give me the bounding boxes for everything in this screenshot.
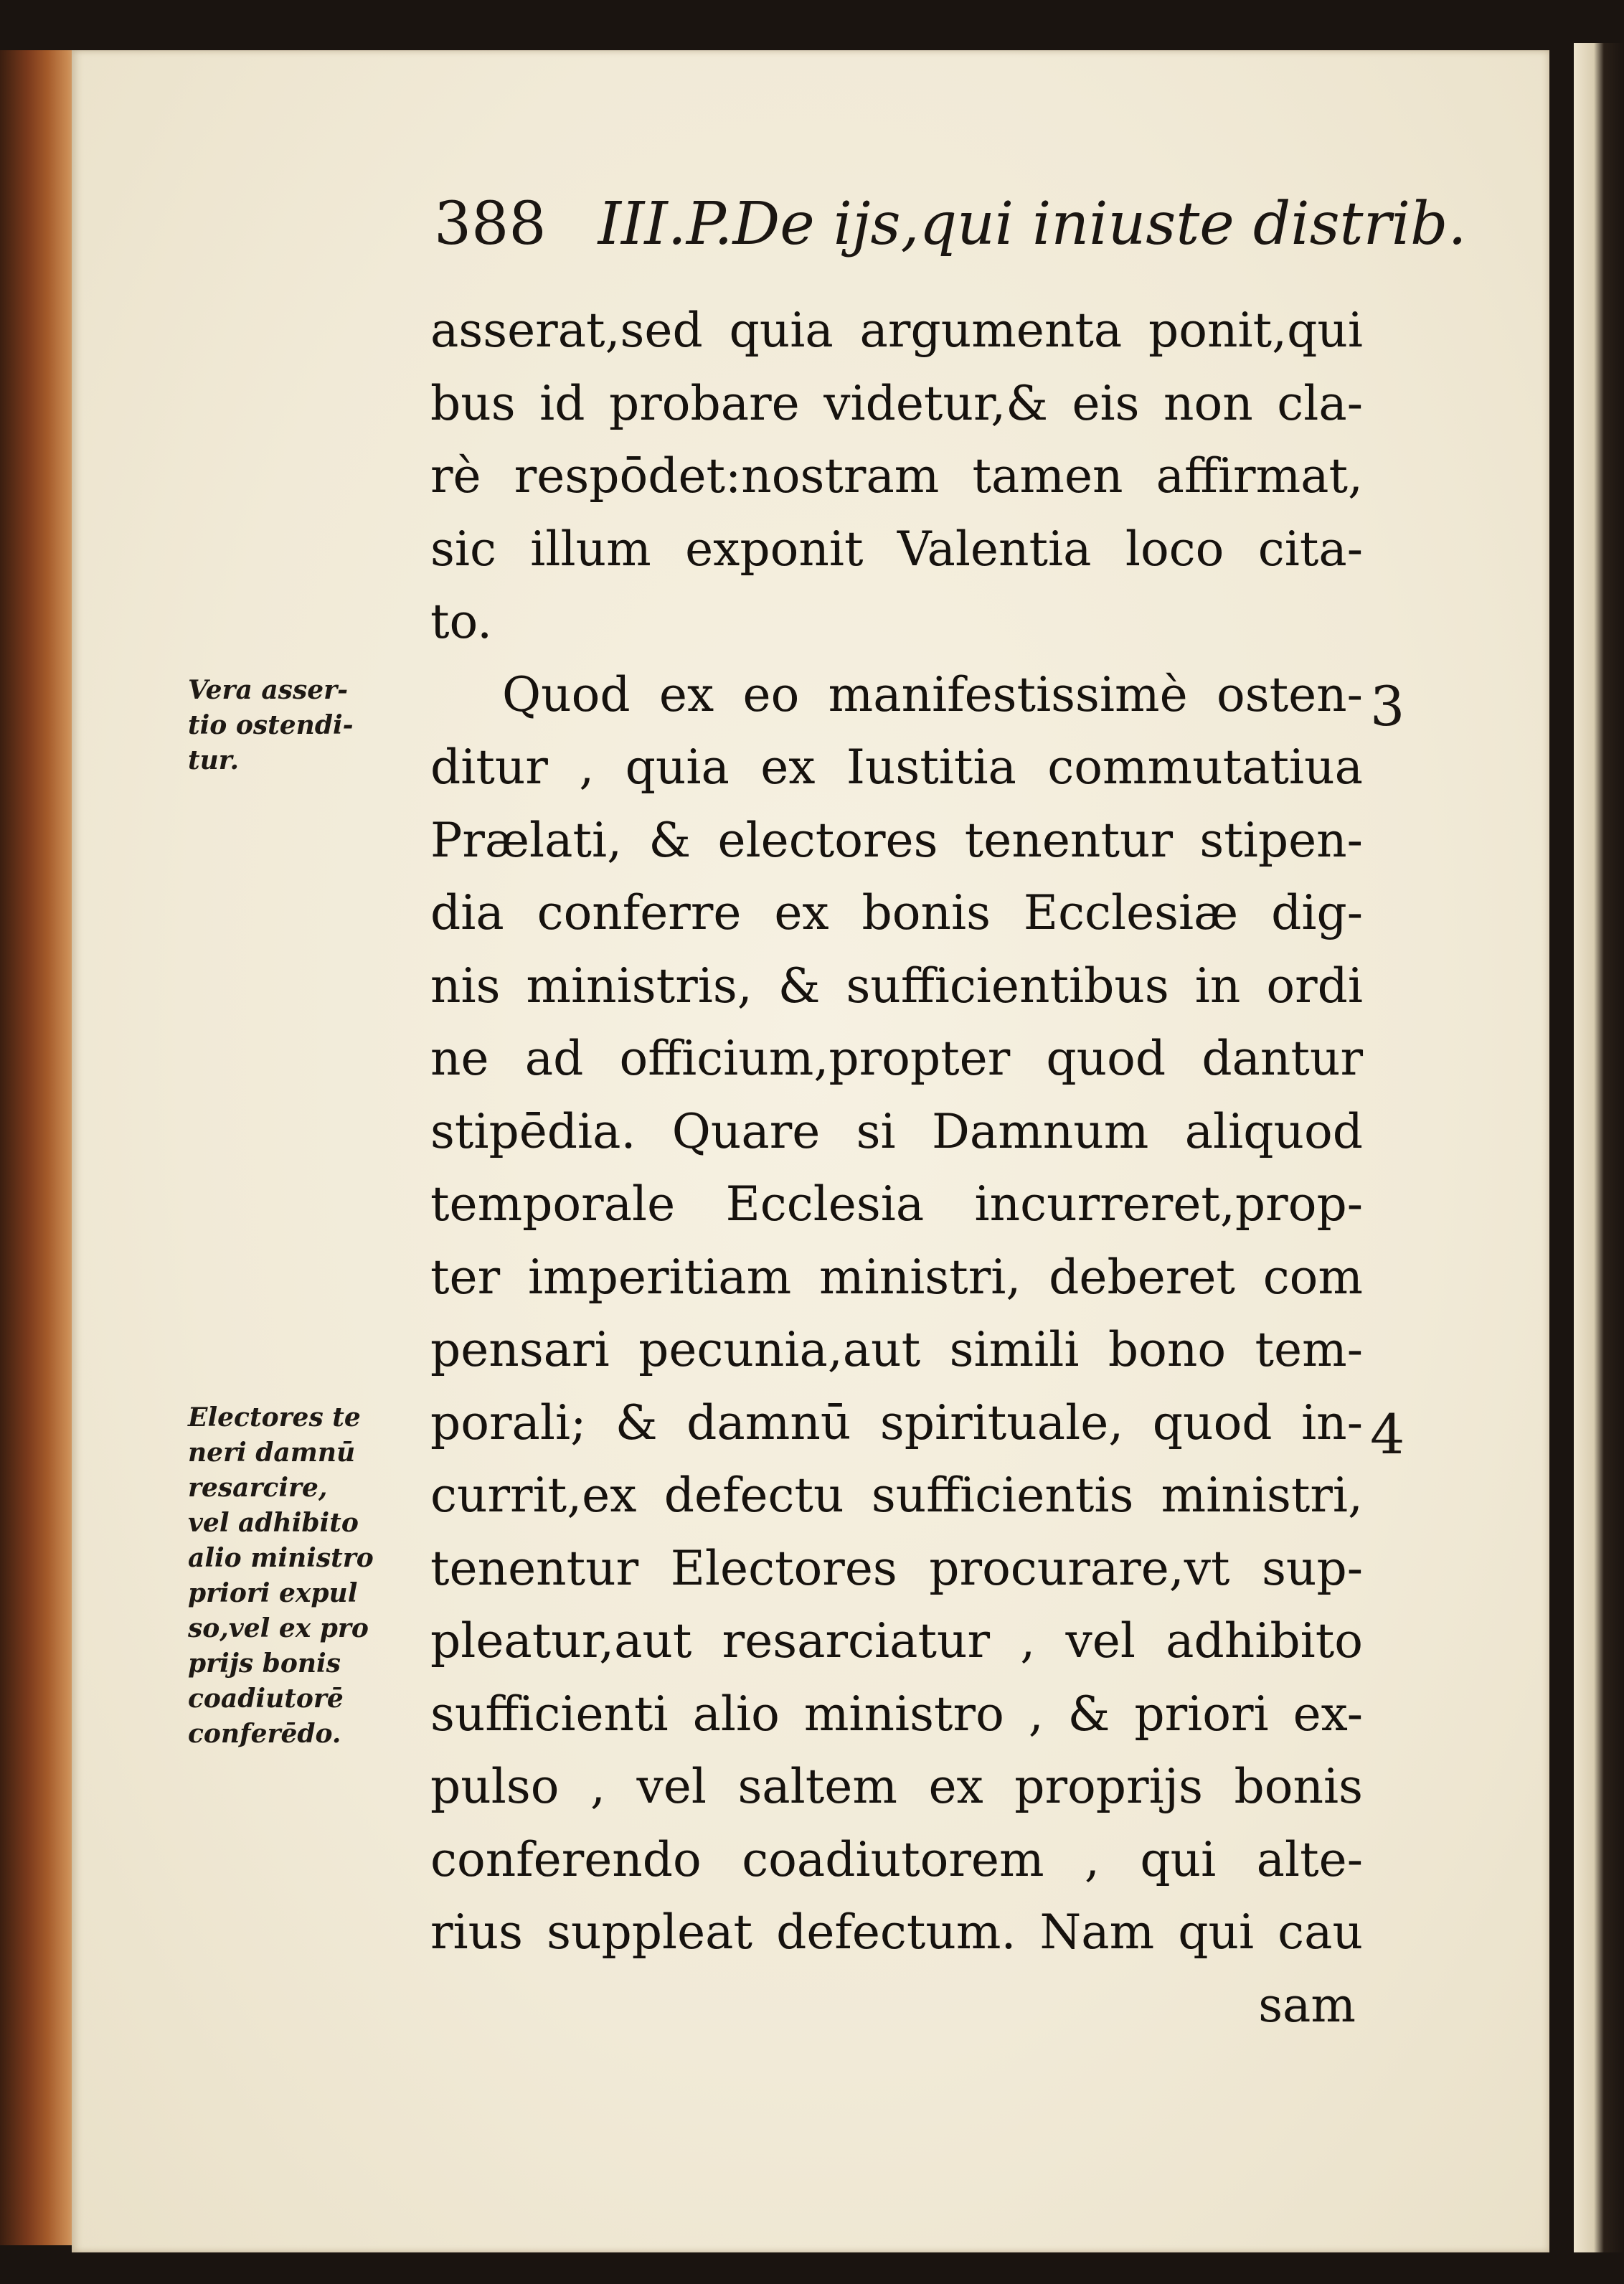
margin-note-line: tur. [188, 745, 239, 775]
book-edge-right [1574, 43, 1624, 2252]
text-line: conferendo coadiutorem , qui alte- [430, 1831, 1363, 1887]
text-line: ditur , quia ex Iustitia commutatiua [430, 740, 1363, 795]
margin-note-line: alio ministro [188, 1543, 374, 1573]
text-line: to. [430, 594, 493, 649]
margin-note-line: vel adhibito [188, 1508, 359, 1538]
margin-number-4: 4 [1370, 1402, 1405, 1466]
text-line: tenentur Electores procurare,vt sup- [430, 1540, 1363, 1596]
page-number: 388 [434, 190, 547, 258]
margin-note-line: so,vel ex pro [188, 1613, 369, 1643]
text-line: sic illum exponit Valentia loco cita- [430, 521, 1363, 577]
margin-note-line: neri damnū [188, 1438, 356, 1468]
margin-note-electores [188, 1400, 417, 1752]
margin-number-3: 3 [1370, 674, 1405, 738]
margin-note-line: tio ostendi- [188, 710, 354, 740]
text-line: ter imperitiam ministri, deberet com [430, 1249, 1363, 1305]
text-line: asserat,sed quia argumenta ponit,qui [430, 303, 1363, 358]
catchword: sam [1258, 1977, 1356, 2033]
text-line: Prælati, & electores tenentur stipen- [430, 812, 1363, 868]
text-line: pensari pecunia,aut simili bono tem- [430, 1322, 1363, 1377]
page-header [434, 190, 1467, 276]
text-line: rè respōdet:nostram tamen affirmat, [430, 448, 1363, 504]
margin-note-line: Vera asser- [188, 675, 349, 705]
text-line: bus id probare videtur,& eis non cla- [430, 375, 1363, 431]
margin-note-line: priori expul [188, 1578, 358, 1608]
text-line: temporale Ecclesia incurreret,prop- [430, 1176, 1363, 1232]
margin-note-line: resarcire, [188, 1473, 328, 1503]
running-title: III.P.De ijs,qui iniuste distrib. [598, 190, 1467, 258]
book-edge-left [0, 50, 79, 2245]
text-line: nis ministris, & sufficientibus in ordi [430, 958, 1363, 1014]
text-line: Quod ex eo manifestissimè osten- [502, 666, 1363, 722]
margin-note-line: coadiutorē [188, 1684, 344, 1714]
text-line: stipēdia. Quare si Damnum aliquod [430, 1103, 1363, 1159]
text-line: porali; & damnū spirituale, quod in- [430, 1395, 1363, 1450]
margin-note-line: Electores te [188, 1402, 361, 1433]
text-line: rius suppleat defectum. Nam qui cau [430, 1905, 1363, 1960]
text-line: currit,ex defectu sufficientis ministri, [430, 1468, 1363, 1523]
margin-note-line: conferēdo. [188, 1719, 341, 1749]
margin-note-vera-assertio [188, 673, 417, 778]
margin-note-line: prijs bonis [188, 1648, 341, 1679]
text-line: pulso , vel saltem ex proprijs bonis [430, 1759, 1363, 1814]
text-line: sufficienti alio ministro , & priori ex- [430, 1686, 1363, 1742]
main-text-block [430, 294, 1363, 2042]
text-line: dia conferre ex bonis Ecclesiæ dig- [430, 885, 1363, 940]
text-line: ne ad officium,propter quod dantur [430, 1031, 1363, 1086]
text-line: pleatur,aut resarciatur , vel adhibito [430, 1613, 1363, 1669]
